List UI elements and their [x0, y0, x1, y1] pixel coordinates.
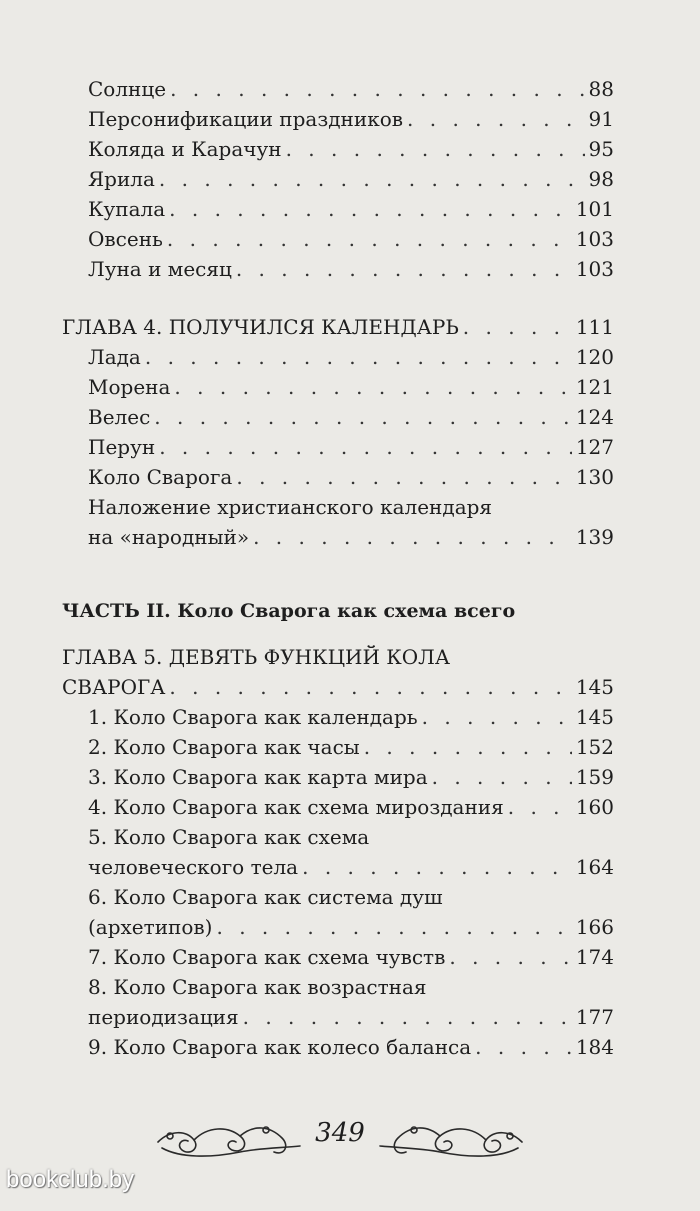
toc-chapter-first-line — [62, 642, 614, 672]
toc-entry-page: 139 — [575, 525, 614, 549]
toc-leader-dots — [253, 522, 572, 552]
toc-leader-dots — [463, 312, 572, 342]
toc-leader-dots — [169, 194, 572, 224]
toc-entry-page: 121 — [575, 375, 614, 399]
table-of-contents — [62, 74, 614, 1062]
toc-entry-first-line — [62, 822, 614, 852]
toc-entry-title: (архетипов) — [88, 915, 213, 939]
toc-chapter-title: СВАРОГА — [62, 675, 166, 699]
toc-leader-dots — [422, 702, 572, 732]
toc-entry — [62, 1032, 614, 1062]
toc-leader-dots — [243, 1002, 572, 1032]
toc-entry-title: Купала — [88, 197, 166, 221]
toc-entry — [62, 372, 614, 402]
toc-entry — [62, 702, 614, 732]
toc-leader-dots — [236, 254, 572, 284]
toc-entry — [62, 732, 614, 762]
toc-entry-page: 124 — [575, 405, 614, 429]
toc-entry — [62, 134, 614, 164]
toc-entry-page: 145 — [575, 705, 614, 729]
toc-entry-page: 160 — [575, 795, 614, 819]
toc-part-title: ЧАСТЬ II. Коло Сварога как схема всего — [62, 600, 516, 622]
toc-entry-title: 2. Коло Сварога как часы — [88, 735, 360, 759]
toc-entry-title: Овсень — [88, 227, 163, 251]
toc-leader-dots — [449, 942, 571, 972]
toc-chapter-page: 111 — [575, 315, 614, 339]
toc-leader-dots — [154, 402, 572, 432]
toc-entry-title: 4. Коло Сварога как схема мироздания — [88, 795, 504, 819]
toc-leader-dots — [170, 74, 584, 104]
toc-entry-title: 1. Коло Сварога как календарь — [88, 705, 418, 729]
toc-entry — [62, 942, 614, 972]
toc-entry — [62, 194, 614, 224]
toc-entry — [62, 792, 614, 822]
toc-entry-page: 127 — [575, 435, 614, 459]
toc-entry-page: 177 — [575, 1005, 614, 1029]
toc-leader-dots — [174, 372, 571, 402]
toc-leader-dots — [167, 224, 572, 254]
toc-entry-title: 7. Коло Сварога как схема чувств — [88, 945, 446, 969]
toc-leader-dots — [236, 462, 571, 492]
toc-entry-page: 91 — [588, 107, 614, 131]
toc-entry-first-line — [62, 882, 614, 912]
toc-leader-dots — [475, 1032, 572, 1062]
toc-entry — [62, 432, 614, 462]
toc-entry-title: человеческого тела — [88, 855, 299, 879]
page-number: 349 — [315, 1118, 365, 1148]
toc-entry-title: 5. Коло Сварога как схема — [88, 825, 370, 849]
toc-leader-dots — [508, 792, 572, 822]
toc-entry-title: 8. Коло Сварога как возрастная — [88, 975, 427, 999]
toc-entry — [62, 522, 614, 552]
toc-entry-title: Велес — [88, 405, 151, 429]
toc-leader-dots — [407, 104, 585, 134]
toc-entry-title: 9. Коло Сварога как колесо баланса — [88, 1035, 472, 1059]
toc-leader-dots — [216, 912, 571, 942]
toc-chapter-title: ГЛАВА 4. ПОЛУЧИЛСЯ КАЛЕНДАРЬ — [62, 315, 459, 339]
toc-entry — [62, 104, 614, 134]
toc-entry-page: 174 — [575, 945, 614, 969]
toc-entry-title: Ярила — [88, 167, 155, 191]
toc-entry-page: 164 — [575, 855, 614, 879]
toc-leader-dots — [169, 672, 571, 702]
toc-entry-title: Персонификации праздников — [88, 107, 404, 131]
toc-entry — [62, 402, 614, 432]
toc-entry — [62, 1002, 614, 1032]
spacer — [62, 580, 614, 596]
toc-chapter-title: ГЛАВА 5. ДЕВЯТЬ ФУНКЦИЙ КОЛА — [62, 645, 450, 669]
toc-entry-title: Коло Сварога — [88, 465, 233, 489]
toc-entry — [62, 342, 614, 372]
toc-entry-page: 88 — [588, 77, 614, 101]
toc-entry — [62, 74, 614, 104]
toc-chapter-page: 145 — [575, 675, 614, 699]
toc-entry — [62, 224, 614, 254]
toc-leader-dots — [159, 164, 585, 194]
toc-entry-page: 103 — [575, 227, 614, 251]
toc-entry-title: Солнце — [88, 77, 167, 101]
toc-entry — [62, 164, 614, 194]
toc-leader-dots — [159, 432, 572, 462]
toc-entry-title: Морена — [88, 375, 171, 399]
toc-chapter — [62, 312, 614, 342]
toc-entry-title: Лада — [88, 345, 141, 369]
toc-leader-dots — [286, 134, 585, 164]
toc-entry — [62, 762, 614, 792]
toc-leader-dots — [302, 852, 572, 882]
toc-entry-title: 6. Коло Сварога как система душ — [88, 885, 443, 909]
spacer — [62, 552, 614, 580]
toc-entry-page: 166 — [575, 915, 614, 939]
toc-entry-title: Коляда и Карачун — [88, 137, 282, 161]
toc-entry-title: 3. Коло Сварога как карта мира — [88, 765, 428, 789]
toc-leader-dots — [364, 732, 572, 762]
toc-entry — [62, 254, 614, 284]
toc-leader-dots — [432, 762, 572, 792]
toc-entry — [62, 462, 614, 492]
toc-entry-title: на «народный» — [88, 525, 250, 549]
toc-part — [62, 596, 614, 626]
toc-entry-page: 184 — [575, 1035, 614, 1059]
toc-entry-page: 120 — [575, 345, 614, 369]
toc-entry-page: 130 — [575, 465, 614, 489]
toc-entry-page: 159 — [575, 765, 614, 789]
toc-entry — [62, 912, 614, 942]
toc-entry-page: 152 — [575, 735, 614, 759]
toc-entry-title: Перун — [88, 435, 156, 459]
toc-entry-first-line — [62, 972, 614, 1002]
toc-entry-title: периодизация — [88, 1005, 239, 1029]
toc-entry-title: Луна и месяц — [88, 257, 232, 281]
spacer — [62, 626, 614, 642]
toc-chapter — [62, 672, 614, 702]
toc-leader-dots — [145, 342, 572, 372]
toc-entry-page: 98 — [588, 167, 614, 191]
toc-entry-page: 101 — [575, 197, 614, 221]
toc-entry-page: 103 — [575, 257, 614, 281]
toc-entry — [62, 852, 614, 882]
toc-entry-first-line — [62, 492, 614, 522]
spacer — [62, 284, 614, 312]
toc-entry-title: Наложение христианского календаря — [88, 495, 493, 519]
watermark: bookclub.by — [6, 1166, 135, 1193]
toc-entry-page: 95 — [588, 137, 614, 161]
